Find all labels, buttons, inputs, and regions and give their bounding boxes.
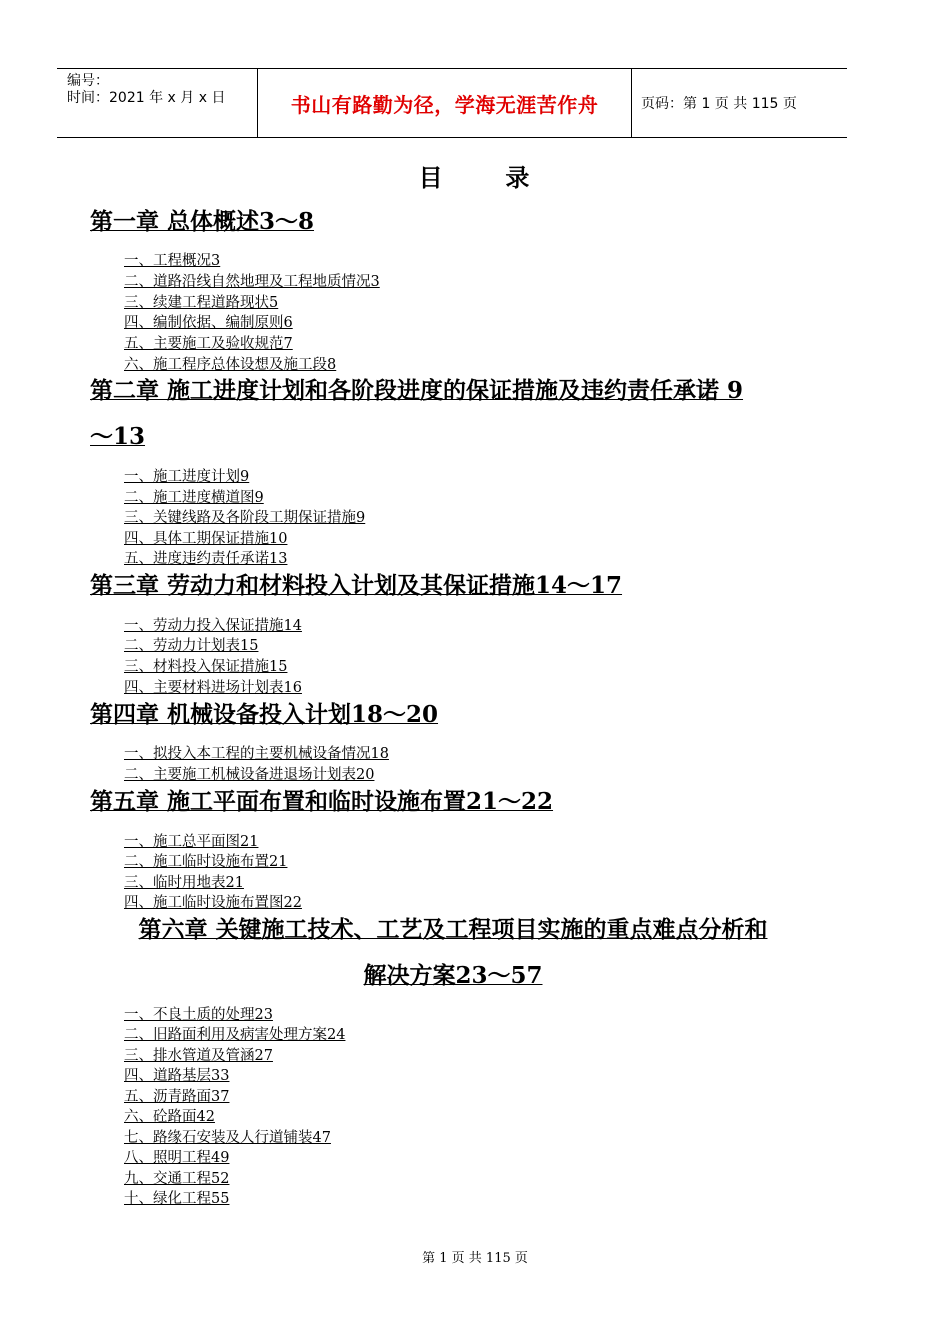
toc-item[interactable]: 三、关键线路及各阶段工期保证措施9 [124, 510, 366, 526]
header-left-cell [57, 69, 258, 137]
toc-item[interactable]: 四、具体工期保证措施10 [124, 531, 288, 547]
motto: 书山有路勤为径，学海无涯苦作舟 [258, 69, 632, 137]
toc-chapter-3[interactable]: 第三章 劳动力和材料投入计划及其保证措施14～17 [90, 572, 623, 599]
toc-chapter-2[interactable]: 第二章 施工进度计划和各阶段进度的保证措施及违约责任承诺 9 [90, 377, 744, 404]
toc-chapter-1[interactable]: 第一章 总体概述3～8 [90, 208, 315, 235]
toc-item[interactable]: 二、道路沿线自然地理及工程地质情况3 [124, 274, 380, 290]
toc-title-char-2: 录 [505, 163, 532, 192]
toc-item[interactable]: 一、施工总平面图21 [124, 834, 259, 850]
toc-chapter-4[interactable]: 第四章 机械设备投入计划18～20 [90, 701, 439, 728]
toc-item[interactable]: 八、照明工程49 [124, 1150, 230, 1166]
toc-item[interactable]: 三、临时用地表21 [124, 875, 244, 891]
toc-item[interactable]: 二、劳动力计划表15 [124, 638, 259, 654]
toc-item[interactable]: 二、施工临时设施布置21 [124, 854, 288, 870]
toc-title [0, 158, 950, 193]
page-info: 页码：第 1 页 共 115 页 [641, 96, 797, 112]
toc-item[interactable]: 三、续建工程道路现状5 [124, 295, 279, 311]
toc-item[interactable]: 六、砼路面42 [124, 1109, 215, 1125]
toc-item[interactable]: 六、施工程序总体设想及施工段8 [124, 357, 337, 373]
toc-item[interactable]: 四、编制依据、编制原则6 [124, 315, 293, 331]
toc-item[interactable]: 五、沥青路面37 [124, 1089, 230, 1105]
toc-item[interactable]: 九、交通工程52 [124, 1171, 230, 1187]
number-label: 编号： [67, 73, 109, 89]
toc-item[interactable]: 五、主要施工及验收规范7 [124, 336, 293, 352]
toc-item[interactable]: 二、旧路面利用及病害处理方案24 [124, 1027, 346, 1043]
toc-item[interactable]: 五、进度违约责任承诺13 [124, 551, 288, 567]
toc-item[interactable]: 四、道路基层33 [124, 1068, 230, 1084]
toc-item[interactable]: 一、不良土质的处理23 [124, 1007, 273, 1023]
toc-item[interactable]: 二、施工进度横道图9 [124, 490, 264, 506]
toc-item[interactable]: 一、劳动力投入保证措施14 [124, 618, 302, 634]
time-label: 时间：2021 年 x 月 x 日 [67, 90, 226, 106]
toc-chapter-6-cont[interactable]: 解决方案23～57 [363, 962, 543, 989]
toc-item[interactable]: 四、施工临时设施布置图22 [124, 895, 302, 911]
toc-chapter-6[interactable]: 第六章 关键施工技术、工艺及工程项目实施的重点难点分析和 [138, 916, 768, 943]
page-header [57, 68, 847, 138]
toc-item[interactable]: 一、施工进度计划9 [124, 469, 250, 485]
page-footer: 第 1 页 共 115 页 [422, 1251, 528, 1266]
toc-item[interactable]: 三、排水管道及管涵27 [124, 1048, 273, 1064]
toc-item[interactable]: 一、工程概况3 [124, 253, 221, 269]
toc-chapter-2-cont[interactable]: ～13 [90, 423, 146, 450]
toc-item[interactable]: 七、路缘石安装及人行道铺装47 [124, 1130, 331, 1146]
toc-item[interactable]: 三、材料投入保证措施15 [124, 659, 288, 675]
toc-item[interactable]: 一、拟投入本工程的主要机械设备情况18 [124, 746, 389, 762]
toc-chapter-5[interactable]: 第五章 施工平面布置和临时设施布置21～22 [90, 788, 554, 815]
toc-item[interactable]: 四、主要材料进场计划表16 [124, 680, 302, 696]
toc-item[interactable]: 二、主要施工机械设备进退场计划表20 [124, 767, 375, 783]
toc-item[interactable]: 十、绿化工程55 [124, 1191, 230, 1207]
toc-title-char-1: 目 [418, 163, 445, 192]
